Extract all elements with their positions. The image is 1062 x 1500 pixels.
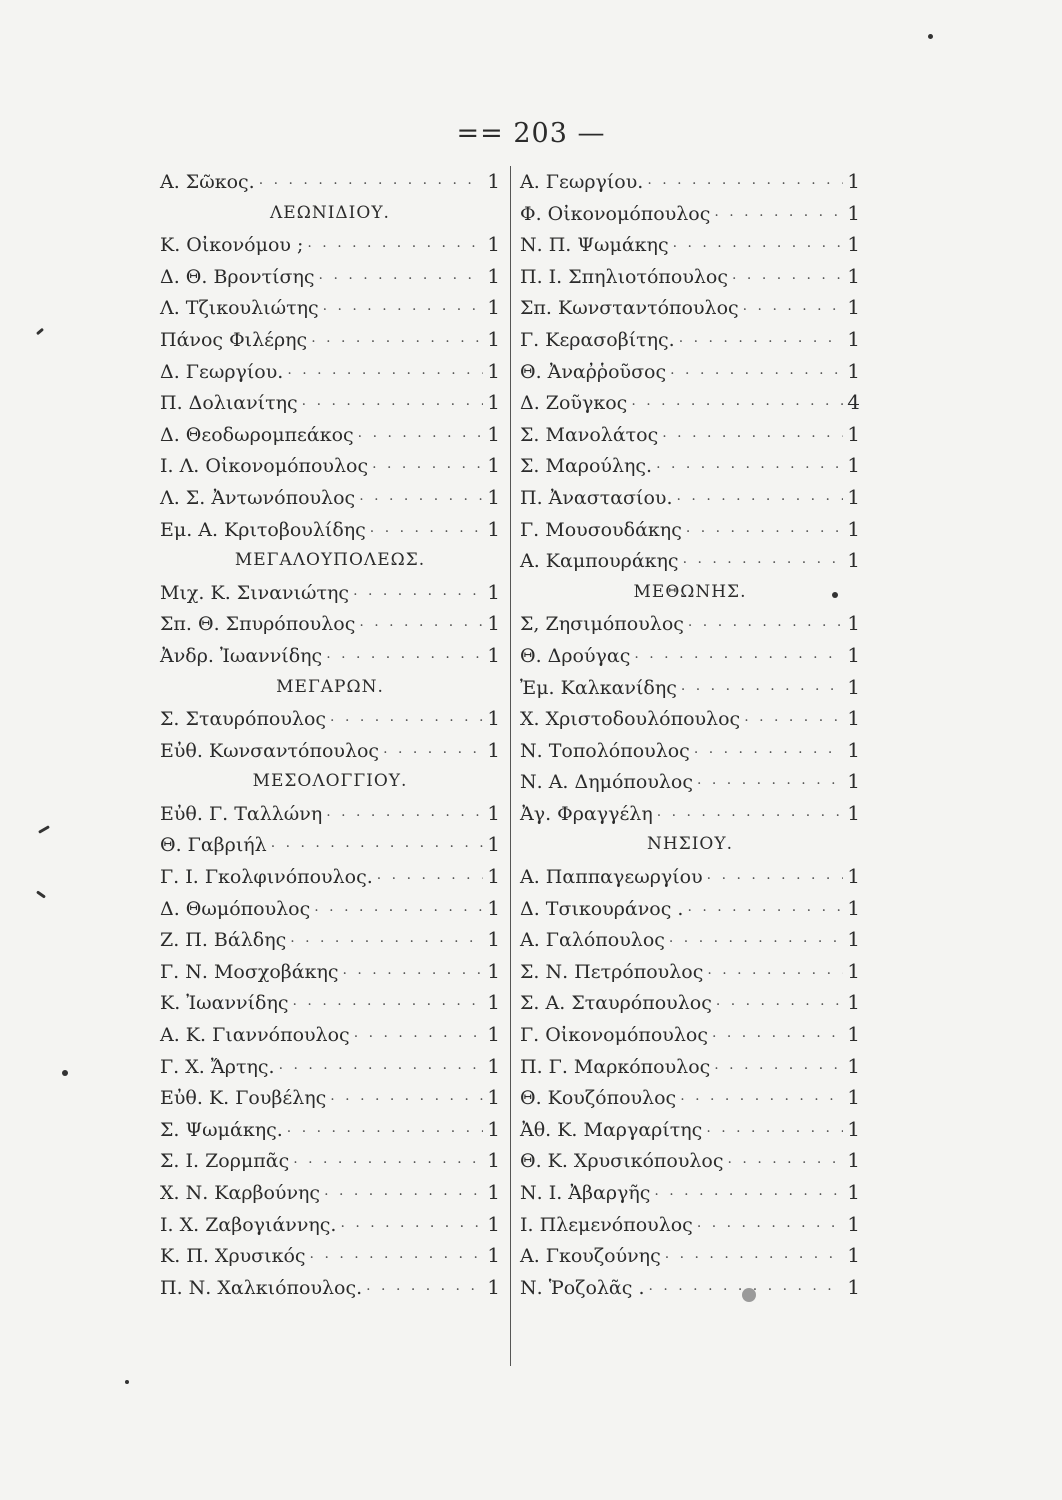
dot-leader [706,1117,843,1149]
paper-speck [832,592,838,598]
dot-leader [728,1148,844,1180]
list-item [520,1177,860,1209]
entry-count: 1 [487,169,500,193]
entry-count: 1 [847,864,860,889]
dot-leader [707,864,844,896]
entry-count: 1 [847,548,860,573]
column-divider [510,166,511,1366]
entry-name: Σπ. Θ. Σπυρόπουλος [160,613,356,636]
list-item [520,1019,860,1051]
entry-count: 1 [847,706,860,731]
list-item [520,324,860,356]
list-item [160,1209,500,1241]
entry-count: 1 [847,263,860,288]
entry-name: Π. Ι. Σπηλιοτόπουλος [520,265,729,288]
entry-count: 1 [847,611,860,636]
paper-speck [62,1070,68,1076]
dot-leader [370,517,483,549]
dot-leader [326,801,483,833]
dot-leader [679,327,844,359]
entry-name: Γ. Χ. Ἄρτης. [160,1055,275,1078]
entry-name: Δ. Ζοῦγκος [520,392,628,415]
list-item [520,766,860,798]
list-item [520,545,860,577]
entry-count: 1 [487,484,500,509]
entry-name: Α. Γκουζούνης [520,1245,661,1268]
list-item [160,166,500,198]
entry-name: Γ. Οἰκονομόπουλος [520,1024,708,1047]
dot-leader [326,643,483,675]
list-item [160,1019,500,1051]
list-item [520,1051,860,1083]
dot-leader [290,927,483,959]
entry-count: 1 [847,927,860,952]
dot-leader [354,1022,484,1054]
list-item [160,924,500,956]
entry-count: 1 [487,1211,500,1236]
list-item [160,893,500,925]
entry-count: 1 [487,706,500,731]
entry-count: 1 [487,1180,500,1204]
list-item [160,829,500,861]
list-item [160,1177,500,1209]
entry-count: 1 [847,895,860,920]
entry-name: Θ. Δρούγας [520,644,631,667]
list-item [160,1114,500,1146]
list-item [520,703,860,735]
list-item [520,956,860,988]
entry-name: Σ, Ζησιμόπουλος [520,613,684,636]
entry-count: 1 [847,674,860,699]
dot-leader [271,832,484,864]
entry-count: 1 [487,737,500,762]
entry-count: 1 [487,1116,500,1141]
dot-leader [697,769,843,801]
entry-name: Φ. Οἰκονομόπουλος [520,202,711,225]
entry-name: Σ. Ψωμάκης. [160,1118,283,1141]
list-item [160,261,500,293]
entry-count: 1 [487,579,500,604]
list-item [160,419,500,451]
entry-name: Α. Κ. Γιαννόπουλος [160,1024,350,1047]
dot-leader [259,169,484,201]
entry-count: 1 [487,453,500,478]
right-column [520,166,860,1303]
dot-leader [287,359,483,391]
entry-count: 1 [847,1211,860,1236]
list-item [520,1272,860,1304]
entry-count: 1 [847,769,860,794]
entry-name: Εὐθ. Κωνσαντόπουλος [160,739,380,762]
dot-leader [670,359,843,391]
entry-count: 4 [847,390,860,415]
entry-count: 1 [847,737,860,762]
page-number: == 203 — [456,118,606,149]
dot-leader [688,611,843,643]
entry-name: Ἀθ. Κ. Μαργαρίτης [520,1118,703,1141]
paper-speck [36,890,46,898]
entry-count: 1 [487,1085,500,1110]
dot-leader [743,295,844,327]
dot-leader [330,1085,483,1117]
entry-count: 1 [847,1053,860,1078]
entry-name: Κ. Οἰκονόμου ; [160,234,304,257]
list-item [160,861,500,893]
dot-leader [307,232,483,264]
dot-leader [383,738,483,770]
entry-name: Ἀνδρ. Ἰωαννίδης [160,644,323,667]
list-item [520,356,860,388]
paper-speck [125,1380,129,1384]
list-item [160,229,500,261]
entry-count: 1 [487,958,500,983]
list-item [520,1209,860,1241]
entry-name: Δ. Θ. Βροντίσης [160,265,315,288]
dot-leader [366,1275,483,1307]
dot-leader [697,1212,843,1244]
entry-name: Ι. Λ. Οἰκονομόπουλος [160,455,369,478]
section-heading: ΜΕΘΩΝΗΣ. [633,581,747,602]
dot-leader [686,517,843,549]
entry-name: Α. Καμπουράκης [520,550,679,573]
list-item [520,514,860,546]
entry-name: Κ. Π. Χρυσικός [160,1245,306,1268]
dot-leader [287,1117,483,1149]
entry-name: Γ. Ι. Γκολφινόπουλος. [160,866,373,889]
list-item [160,387,500,419]
dot-leader [654,1180,843,1212]
list-item [160,1082,500,1114]
entry-count: 1 [847,453,860,478]
list-item [160,577,500,609]
dot-leader [353,580,483,612]
entry-count: 1 [847,800,860,825]
entry-count: 1 [487,390,500,415]
dot-leader [279,1054,484,1086]
entry-count: 1 [487,421,500,446]
dot-leader [311,327,483,359]
entry-count: 1 [847,1180,860,1204]
list-item [520,198,860,230]
entry-name: Π. Δολιανίτης [160,392,298,415]
list-item [520,419,860,451]
dot-leader [681,675,843,707]
section-heading: ΜΕΓΑΡΩΝ. [276,676,384,697]
entry-name: Θ. Κουζόπουλος [520,1087,677,1110]
list-item [520,640,860,672]
list-item [520,608,860,640]
entry-name: Χ. Ν. Καρβούνης [160,1182,321,1204]
entry-name: Σ. Ι. Ζορμπᾶς [160,1150,290,1173]
entry-name: Σ. Α. Σταυρόπουλος [520,992,712,1015]
dot-leader [716,990,843,1022]
dot-leader [377,864,483,896]
entry-name: Ν. Ῥοζολᾶς . [520,1276,645,1299]
list-item [160,798,500,830]
entry-name: Γ. Κερασοβίτης. [520,328,675,351]
list-item [160,703,500,735]
paper-speck [36,328,44,335]
entry-count: 1 [487,642,500,667]
list-item [520,229,860,261]
list-item [520,735,860,767]
dot-leader [683,548,844,580]
entry-count: 1 [847,1148,860,1173]
list-item [520,450,860,482]
entry-count: 1 [847,642,860,667]
entry-count: 1 [487,1022,500,1047]
entry-count: 1 [847,326,860,351]
dot-leader [669,927,843,959]
entry-count: 1 [847,200,860,225]
entry-name: Θ. Γαβριήλ [160,834,267,857]
list-item [520,387,860,419]
dot-leader [314,896,483,928]
list-item [520,292,860,324]
dot-leader [714,201,843,233]
dot-leader [359,485,483,517]
list-item [160,735,500,767]
entry-name: Α. Γαλόπουλος [520,929,665,952]
list-item [160,608,500,640]
dot-leader [343,959,484,991]
list-item [160,1272,500,1304]
entry-name: Λ. Σ. Ἀντωνόπουλος [160,486,356,509]
entry-count: 1 [487,895,500,920]
entry-count: 1 [487,263,500,288]
entry-name: Λ. Τζικουλιώτης [160,297,319,320]
entry-count: 1 [847,232,860,257]
dot-leader [323,295,484,327]
dot-leader [694,738,843,770]
dot-leader [631,390,843,422]
entry-count: 1 [487,1243,500,1268]
entry-name: Σ. Μαρούλης. [520,455,653,478]
entry-name: Α. Γεωργίου. [520,171,644,193]
dot-leader [665,1243,844,1275]
dot-leader [647,169,843,201]
dot-leader [358,422,484,454]
dot-leader [319,264,484,296]
entry-name: Μιχ. Κ. Σινανιώτης [160,581,350,604]
entry-name: Σ. Ν. Πετρόπουλος [520,960,704,983]
list-item [520,261,860,293]
entry-name: Θ. Ἀναῤῥοῦσος [520,360,667,383]
entry-count: 1 [487,1053,500,1078]
list-item [160,956,500,988]
entry-count: 1 [487,611,500,636]
paper-speck [742,1288,756,1302]
list-item [520,987,860,1019]
entry-count: 1 [487,927,500,952]
list-item [520,798,860,830]
left-column [160,166,500,1303]
dot-leader [302,390,484,422]
entry-name: Δ. Θεοδωρομπεάκος [160,423,354,446]
list-item [520,924,860,956]
entry-name: Ι. Χ. Ζαβογιάννης. [160,1213,337,1236]
list-item [520,893,860,925]
entry-count: 1 [847,1116,860,1141]
entry-count: 1 [847,421,860,446]
entry-name: Δ. Θωμόπουλος [160,897,311,920]
dot-leader [687,896,843,928]
entry-count: 1 [487,864,500,889]
dot-leader [293,990,484,1022]
entry-name: Εὐθ. Κ. Γουβέλης [160,1087,327,1110]
list-item [160,356,500,388]
entry-count: 1 [847,169,860,193]
entry-count: 1 [847,1243,860,1268]
entry-count: 1 [487,295,500,320]
paper-speck [38,825,50,834]
entry-name: Σ. Σταυρόπουλος [160,708,327,731]
entry-name: Δ. Τσικουράνος . [520,897,684,920]
entry-count: 1 [487,1148,500,1173]
dot-leader [673,232,844,264]
list-item [520,1240,860,1272]
list-item [520,672,860,704]
section-heading: ΜΕΓΑΛΟΥΠΟΛΕΩΣ. [234,550,426,571]
dot-leader [634,643,843,675]
entry-name: Εμ. Α. Κριτοβουλίδης [160,518,366,541]
entry-name: Εὐθ. Γ. Ταλλώνη [160,802,323,825]
dot-leader [656,453,843,485]
dot-leader [293,1148,483,1180]
dot-leader [662,422,843,454]
entry-count: 1 [847,295,860,320]
list-item [160,482,500,514]
paper-speck [928,34,933,39]
entry-count: 1 [487,232,500,257]
entry-count: 1 [847,958,860,983]
entry-count: 1 [847,516,860,541]
entry-name: Π. Ἀναστασίου. [520,486,673,509]
entry-name: Χ. Χριστοδουλόπουλος [520,708,741,731]
entry-name: Ι. Πλεμενόπουλος [520,1213,693,1236]
list-item [160,1240,500,1272]
entry-name: Ν. Τοπολόπουλος [520,739,690,762]
entry-count: 1 [487,516,500,541]
entry-count: 1 [487,990,500,1015]
list-item [520,1082,860,1114]
list-item [160,450,500,482]
entry-name: Α. Σῶκος. [160,171,255,193]
dot-leader [680,1085,843,1117]
list-item [520,1145,860,1177]
entry-name: Ἀγ. Φραγγέλη [520,802,653,825]
entry-name: Ν. Π. Ψωμάκης [520,234,669,257]
section-heading: ΝΗΣΙΟΥ. [647,834,733,855]
entry-count: 1 [487,1274,500,1299]
entry-name: Σπ. Κωνσταντόπουλος [520,297,739,320]
dot-leader [310,1243,484,1275]
entry-count: 1 [487,832,500,857]
entry-count: 1 [487,800,500,825]
entry-count: 1 [847,1022,860,1047]
entry-count: 1 [847,1274,860,1299]
entry-name: Π. Γ. Μαρκόπουλος [520,1055,711,1078]
list-item [160,640,500,672]
dot-leader [330,706,483,738]
entry-count: 1 [847,484,860,509]
list-item [160,987,500,1019]
entry-name: Ἐμ. Καλκανίδης [520,676,677,699]
dot-leader [714,1054,843,1086]
entry-name: Ν. Ι. Ἀβαργῆς [520,1182,651,1204]
dot-leader [712,1022,843,1054]
list-item [520,861,860,893]
entry-count: 1 [847,1085,860,1110]
entry-name: Π. Ν. Χαλκιόπουλος. [160,1276,363,1299]
dot-leader [732,264,843,296]
list-item [160,1145,500,1177]
dot-leader [744,706,843,738]
entry-name: Ζ. Π. Βάλδης [160,929,287,952]
entry-name: Κ. Ἰωαννίδης [160,992,289,1015]
dot-leader [677,485,844,517]
entry-name: Σ. Μανολάτος [520,423,659,446]
entry-name: Ν. Α. Δημόπουλος [520,771,693,794]
dot-leader [340,1212,483,1244]
list-item [160,292,500,324]
entry-count: 1 [847,990,860,1015]
entry-name: Γ. Μουσουδάκης [520,518,682,541]
entry-name: Θ. Κ. Χρυσικόπουλος [520,1150,724,1173]
section-heading: ΛΕΩΝΙΔΙΟΥ. [270,202,390,223]
list-item [160,324,500,356]
list-item [520,166,860,198]
section-heading: ΜΕΣΟΛΟΓΓΙΟΥ. [252,771,408,792]
dot-leader [359,611,483,643]
list-item [160,514,500,546]
entry-count: 1 [487,358,500,383]
dot-leader [657,801,844,833]
entry-name: Πάνος Φιλέρης [160,328,308,351]
dot-leader [324,1180,483,1212]
list-item [520,1114,860,1146]
list-item [160,1051,500,1083]
entry-name: Δ. Γεωργίου. [160,360,284,383]
entry-name: Γ. Ν. Μοσχοβάκης [160,960,339,983]
entry-count: 1 [847,358,860,383]
dot-leader [372,453,483,485]
entry-count: 1 [487,326,500,351]
dot-leader [707,959,843,991]
list-item [520,482,860,514]
entry-name: Α. Παππαγεωργίου [520,866,703,889]
